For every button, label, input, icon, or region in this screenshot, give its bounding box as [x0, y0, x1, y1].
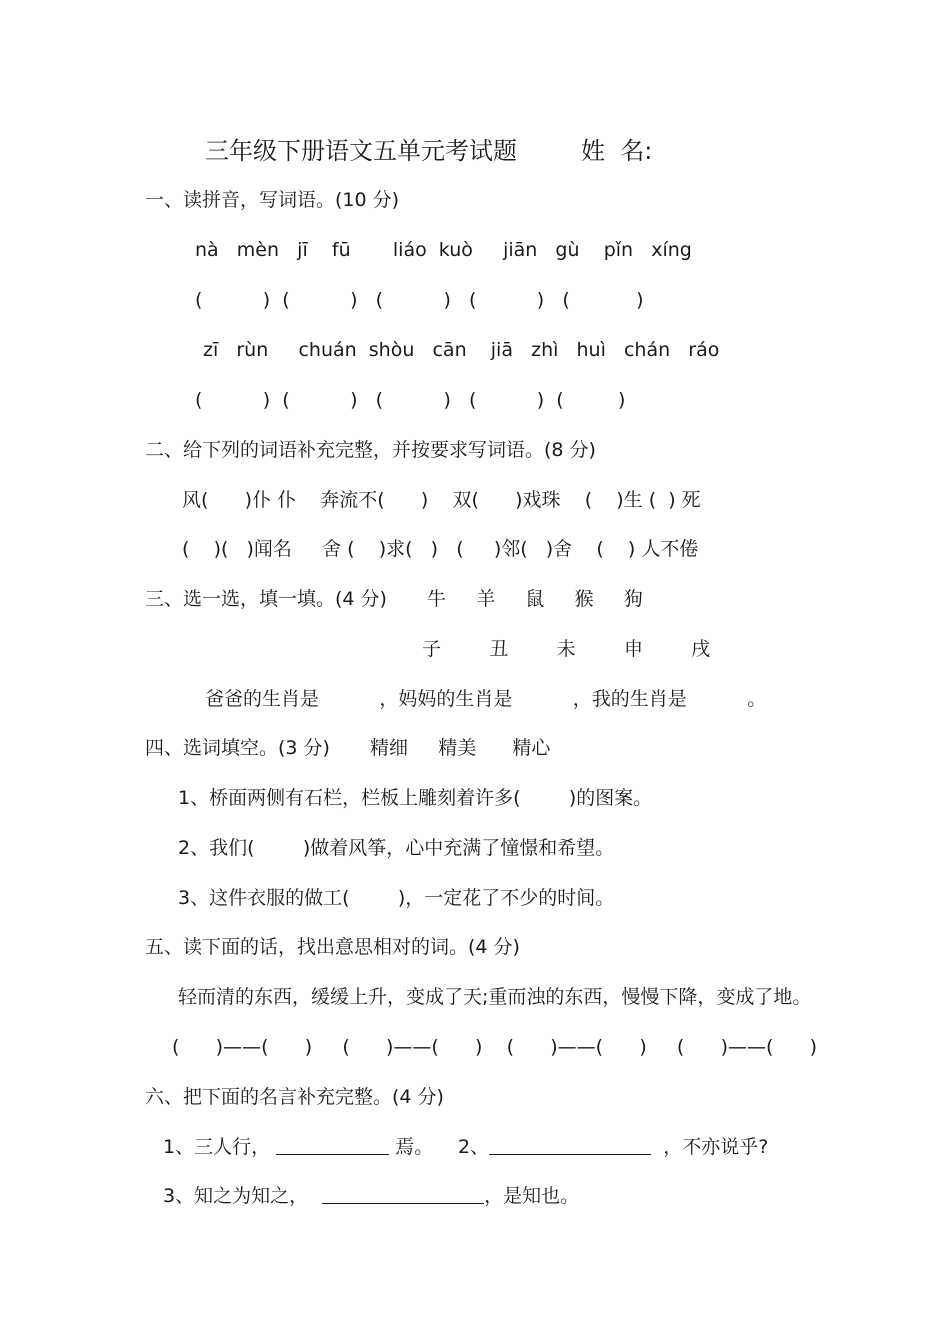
answer-line-3[interactable] [322, 1185, 484, 1204]
reading-passage: 轻而清的东西，缓缓上升，变成了天;重而浊的东西，慢慢下降，变成了地。 [178, 986, 812, 1008]
section-4-heading: 四、选词填空。(3 分) [145, 737, 330, 759]
quote-1-prefix: 1、三人行， [163, 1136, 271, 1158]
zodiac-animals: 牛 羊 鼠 猴 狗 [427, 588, 643, 610]
section-3-heading: 三、选一选，填一填。(4 分) [145, 588, 387, 610]
idiom-line-2[interactable]: ( )( )闻名 舍 ( )求( ) ( )邻( )舍 ( ) 人不倦 [182, 538, 699, 560]
pinyin-row-2: zī rùn chuán shòu cān jiā zhì huì chán ráo [203, 339, 720, 361]
answer-blanks-row-2[interactable]: ( ) ( ) ( ) ( ) ( ) [195, 389, 626, 411]
quote-3-suffix: ，是知也。 [484, 1185, 580, 1207]
fill-question-2[interactable]: 2、我们( )做着风筝，心中充满了憧憬和希望。 [178, 837, 615, 859]
quote-2-suffix: ，不亦说乎? [663, 1136, 769, 1158]
section-5-heading: 五、读下面的话，找出意思相对的词。(4 分) [145, 936, 520, 958]
pinyin-row-1: nà mèn jī fū liáo kuò jiān gù pǐn xíng [195, 239, 692, 261]
zodiac-sentence[interactable]: 爸爸的生肖是 ，妈妈的生肖是 ，我的生肖是 。 [205, 688, 767, 710]
answer-line-2[interactable] [489, 1136, 651, 1155]
antonym-pairs[interactable]: ( )——( ) ( )——( ) ( )——( ) ( )——( ) [172, 1036, 818, 1058]
section-2-heading: 二、给下列的词语补充完整，并按要求写词语。(8 分) [145, 439, 596, 461]
earthly-branches: 子 丑 未 申 戌 [422, 638, 711, 660]
answer-blanks-row-1[interactable]: ( ) ( ) ( ) ( ) ( ) [195, 289, 644, 311]
quote-question-3 [163, 1184, 579, 1208]
quote-question-1 [163, 1135, 433, 1159]
section-1-heading: 一、读拼音，写词语。(10 分) [145, 189, 400, 211]
quote-question-2 [458, 1135, 768, 1159]
quote-2-prefix: 2、 [458, 1136, 490, 1158]
name-label: 姓 名: [581, 137, 653, 165]
answer-line-1[interactable] [276, 1136, 389, 1155]
fill-question-1[interactable]: 1、桥面两侧有石栏，栏板上雕刻着许多( )的图案。 [178, 787, 653, 809]
word-choices: 精细 精美 精心 [370, 737, 551, 759]
page-title: 三年级下册语文五单元考试题 [205, 137, 517, 165]
quote-3-prefix: 3、知之为知之， [163, 1185, 309, 1207]
idiom-line-1[interactable]: 风( )仆 仆 奔流不( ) 双( )戏珠 ( )生 ( ) 死 [182, 489, 701, 511]
section-6-heading: 六、把下面的名言补充完整。(4 分) [145, 1086, 444, 1108]
quote-1-suffix: 焉。 [395, 1136, 434, 1158]
fill-question-3[interactable]: 3、这件衣服的做工( )，一定花了不少的时间。 [178, 887, 615, 909]
